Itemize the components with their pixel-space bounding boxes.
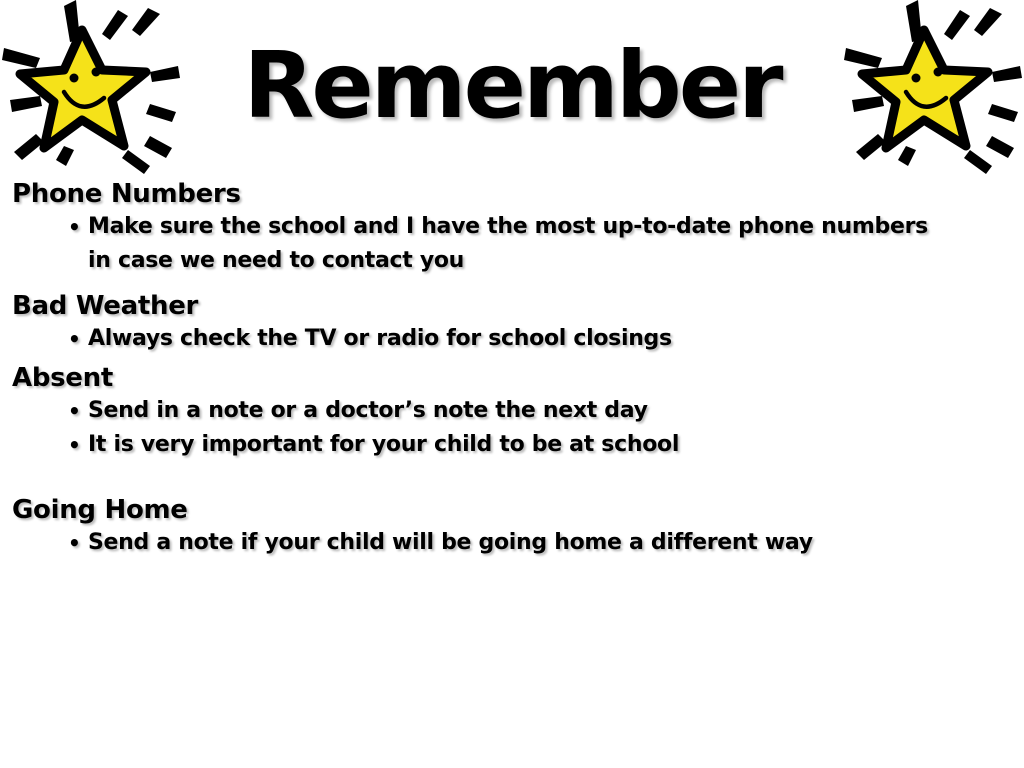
bullet-text: Make sure the school and I have the most up-to-date phone numbers in case we need to contact you: [88, 214, 928, 273]
bullet-marker: •: [68, 399, 81, 423]
bullet-marker: •: [68, 215, 81, 239]
bullet-marker: •: [68, 433, 81, 457]
section-phone-numbers: [12, 178, 1012, 278]
bullet-text: It is very important for your child to be at school: [88, 432, 680, 457]
bullet-text: Send a note if your child will be going home a different way: [88, 530, 813, 555]
bullet-item: [68, 428, 933, 462]
slide-content: [12, 178, 1012, 560]
bullet-marker: •: [68, 531, 81, 555]
bullet-item: [68, 526, 933, 560]
section-heading: Phone Numbers: [12, 179, 241, 209]
bullet-text: Send in a note or a doctor’s note the next day: [88, 398, 648, 423]
spacer: [12, 278, 1012, 290]
section-heading: Absent: [12, 363, 113, 393]
section-heading: Going Home: [12, 495, 188, 525]
bullet-list: [12, 394, 1012, 462]
section-heading: Bad Weather: [12, 291, 199, 321]
bullet-item: [68, 210, 933, 278]
bullet-item: [68, 394, 933, 428]
bullet-list: [12, 210, 1012, 278]
bullet-item: [68, 322, 933, 356]
bullet-text: Always check the TV or radio for school closings: [88, 326, 672, 351]
slide-title: Remember: [243, 32, 781, 139]
section-going-home: [12, 494, 1012, 560]
bullet-list: [12, 322, 1012, 356]
section-absent: [12, 362, 1012, 462]
bullet-list: [12, 526, 1012, 560]
spacer: [12, 462, 1012, 494]
section-bad-weather: [12, 290, 1012, 356]
bullet-marker: •: [68, 327, 81, 351]
